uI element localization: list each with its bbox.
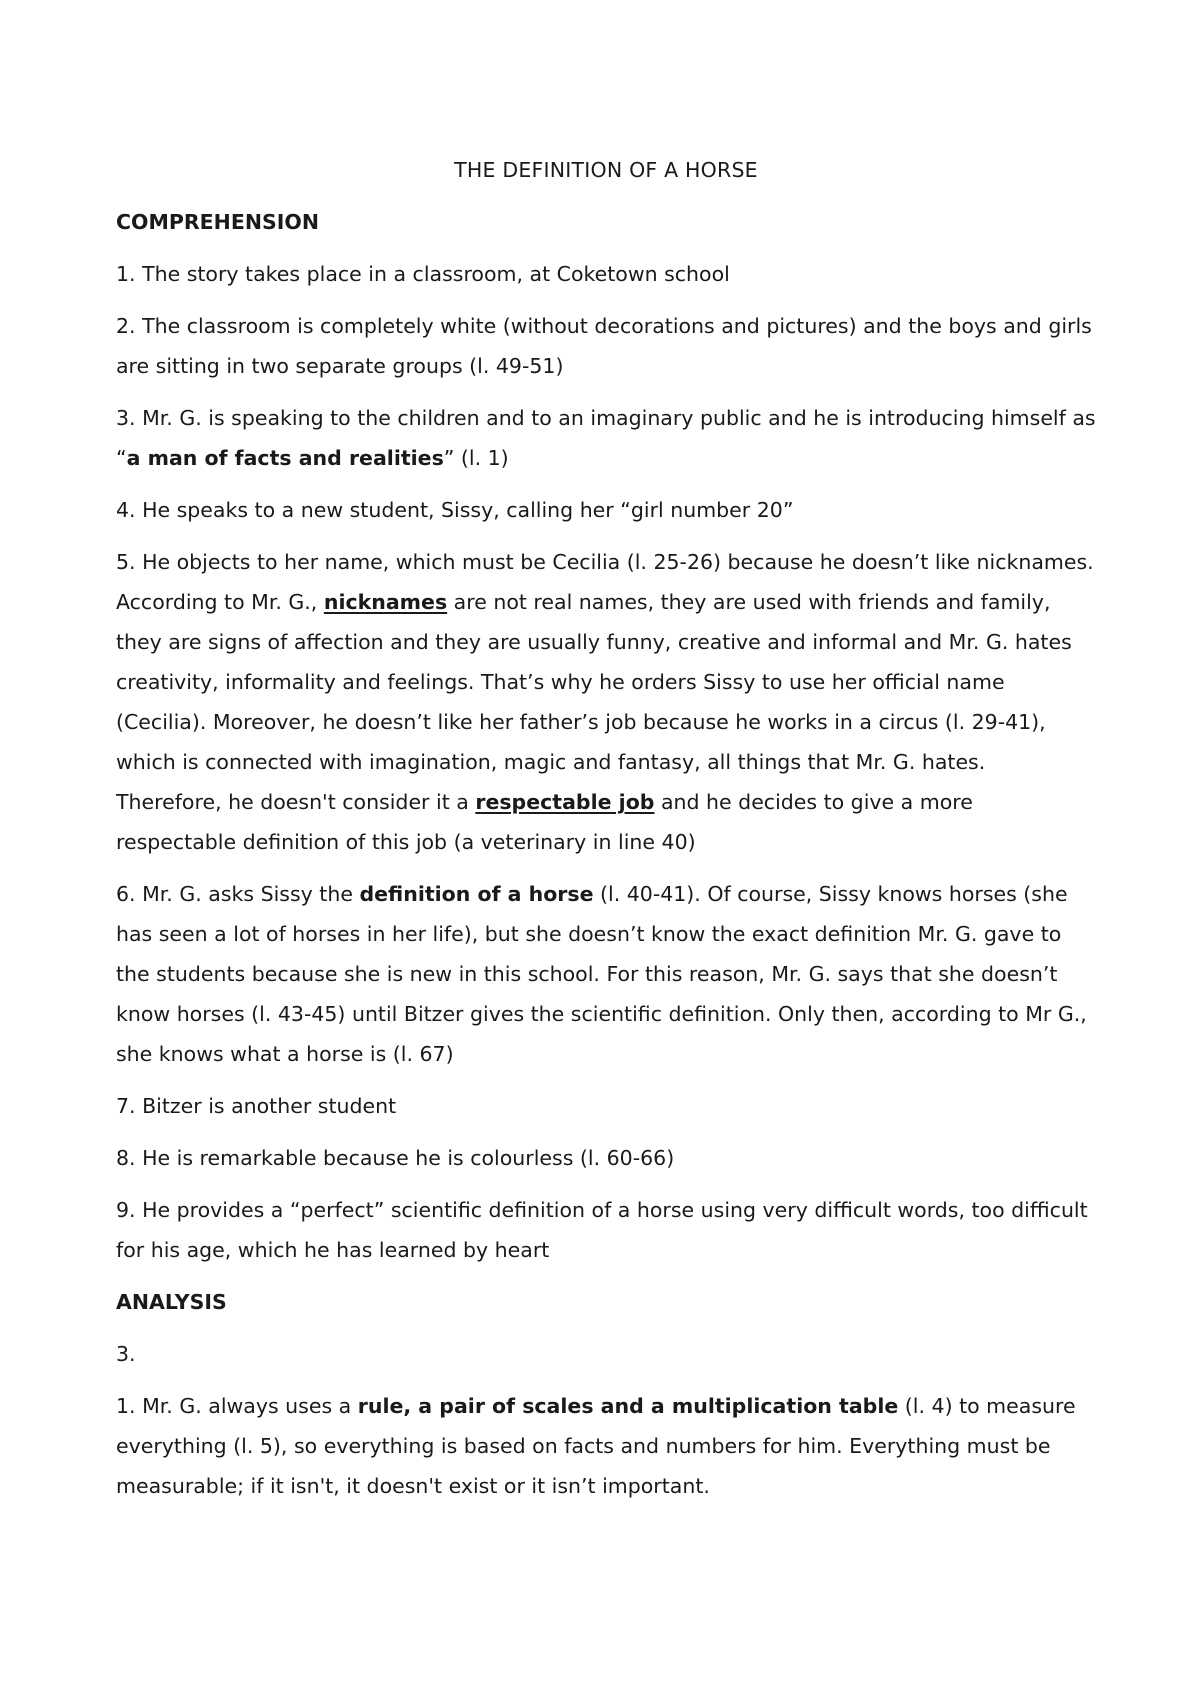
comprehension-answer-2: 2. The classroom is completely white (without decorations and pictures) and the boys and girls are sitting in two separate groups (l. 49-51) bbox=[116, 314, 1092, 378]
document-title: THE DEFINITION OF A HORSE bbox=[454, 158, 758, 182]
answer-3-bold-quote: a man of facts and realities bbox=[126, 446, 444, 470]
answer-3-text-a: 3. Mr. G. is speaking to the children and to an imaginary public and he is introducing himself as “ bbox=[116, 406, 1096, 470]
heading-comprehension: COMPREHENSION bbox=[116, 210, 319, 234]
comprehension-answer-9: 9. He provides a “perfect” scientific definition of a horse using very difficult words, too difficult for his age, which he has learned by heart bbox=[116, 1198, 1088, 1262]
answer-5-text-a: 5. He objects to her name, which must be Cecilia (l. 25-26) because he doesn’t like nicknames. According to Mr. G., bbox=[116, 550, 1094, 614]
comprehension-answer-7: 7. Bitzer is another student bbox=[116, 1094, 397, 1118]
answer-5-text-e: and he decides to give a more respectable definition of this job (a veterinary in line 40) bbox=[116, 790, 973, 854]
analysis-answer-1 bbox=[116, 1386, 1096, 1506]
answer-6-text-a: 6. Mr. G. asks Sissy the bbox=[116, 882, 360, 906]
answer-6-text-c: (l. 40-41). Of course, Sissy knows horses (she has seen a lot of horses in her life), but she doesn’t know the exact definition Mr. G. gave to the students because she is new in this school. For this reason, Mr. G. says that she doesn’t know horses (l. 43-45) until Bitzer gives the scientific definition. Only then, according to Mr G., she knows what a horse is (l. 67) bbox=[116, 882, 1087, 1066]
analysis-question-number: 3. bbox=[116, 1342, 136, 1366]
comprehension-answer-5 bbox=[116, 542, 1096, 862]
answer-6-bold-definition: definition of a horse bbox=[359, 882, 594, 906]
answer-5-underlined-nicknames: nicknames bbox=[323, 590, 448, 614]
analysis-1-bold-tools: rule, a pair of scales and a multiplication table bbox=[357, 1394, 899, 1418]
comprehension-answer-8: 8. He is remarkable because he is colourless (l. 60-66) bbox=[116, 1146, 675, 1170]
answer-3-text-c: ” (l. 1) bbox=[443, 446, 509, 470]
answer-5-text-c: are not real names, they are used with friends and family, they are signs of affection and they are usually funny, creative and informal and Mr. G. hates creativity, informality and feelings. That’s why he orders Sissy to use her official name (Cecilia). Moreover, he doesn’t like her father’s job because he works in a circus (l. 29-41), which is connected with imagination, magic and fantasy, all things that Mr. G. hates. Therefore, he doesn't consider it a bbox=[116, 590, 1072, 814]
comprehension-answer-3 bbox=[116, 398, 1096, 478]
analysis-1-text-c: (l. 4) to measure everything (l. 5), so everything is based on facts and numbers for him. Everything must be measurable; if it isn't, it doesn't exist or it isn’t important. bbox=[116, 1394, 1076, 1498]
document-page bbox=[116, 150, 1096, 1518]
heading-analysis: ANALYSIS bbox=[116, 1290, 227, 1314]
comprehension-answer-1: 1. The story takes place in a classroom, at Coketown school bbox=[116, 262, 730, 286]
comprehension-answer-6 bbox=[116, 874, 1096, 1074]
comprehension-answer-4: 4. He speaks to a new student, Sissy, calling her “girl number 20” bbox=[116, 498, 794, 522]
analysis-1-text-a: 1. Mr. G. always uses a bbox=[116, 1394, 358, 1418]
answer-5-underlined-respectable-job: respectable job bbox=[475, 790, 655, 814]
